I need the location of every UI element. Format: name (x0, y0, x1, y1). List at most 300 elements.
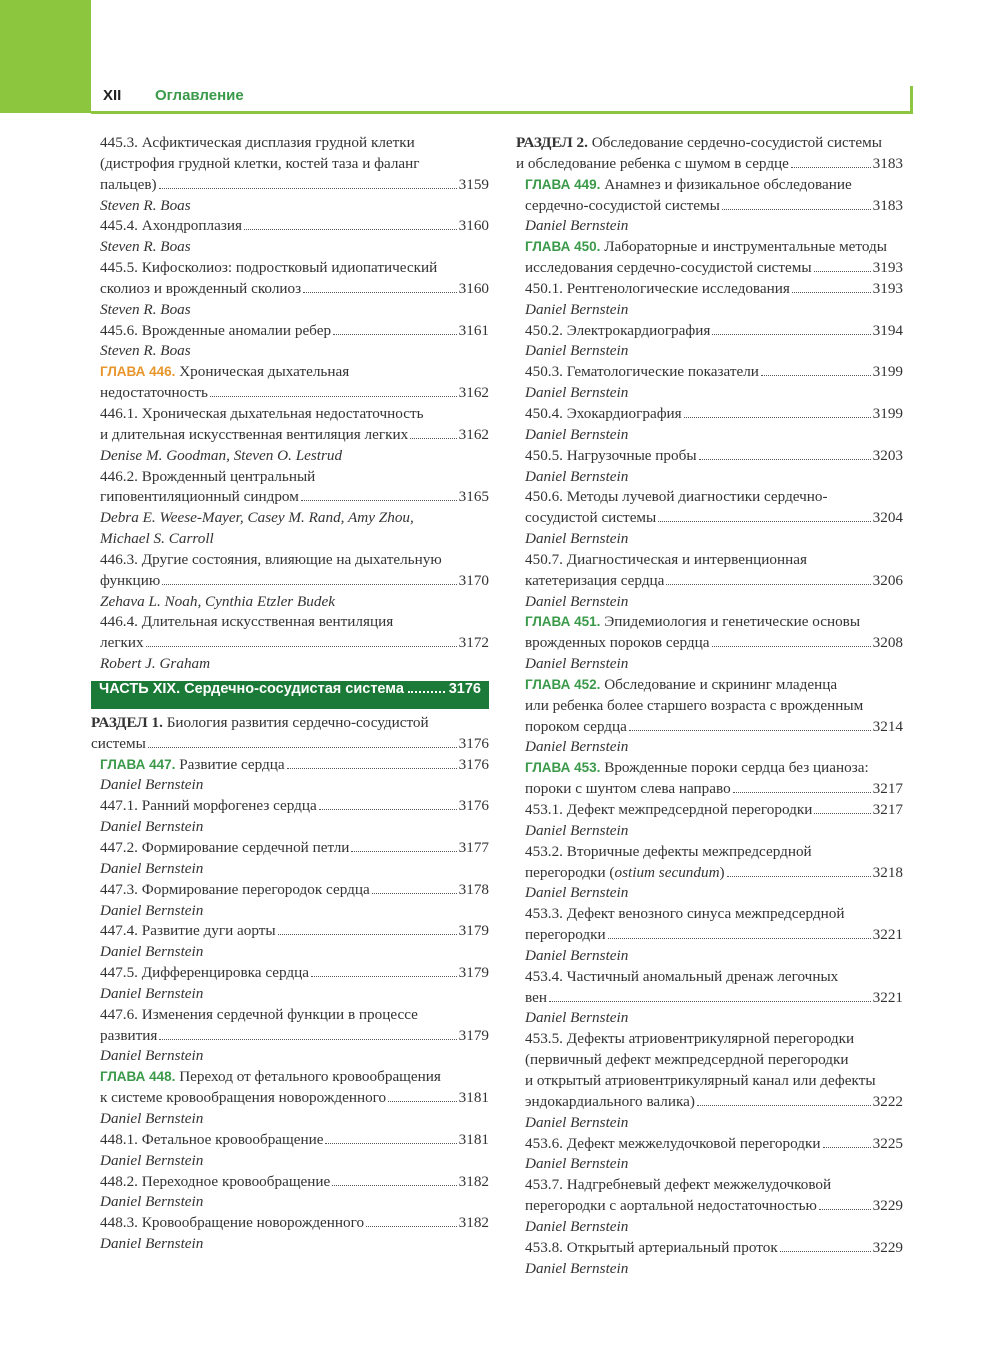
toc-author: Daniel Bernstein (100, 818, 204, 836)
toc-entry (91, 571, 489, 592)
chapter-label: ГЛАВА 450. (525, 239, 601, 255)
leader-dots (699, 459, 871, 460)
toc-entry (91, 1213, 489, 1234)
toc-author: Daniel Bernstein (525, 738, 629, 756)
entry-text-part: Биология развития сердечно-сосудистой (162, 713, 429, 731)
entry-text (525, 508, 656, 529)
entry-text-part: исследования сердечно-сосудистой системы (525, 259, 812, 277)
entry-text-part: 447.5. Дифференцировка сердца (100, 964, 310, 982)
entry-text (525, 1134, 821, 1155)
toc-entry (91, 216, 489, 237)
page-number-ref: 3172 (458, 634, 489, 652)
entry-text-part: 448.3. Кровообращение новорожденного (100, 1214, 365, 1232)
chapter-label: ГЛАВА 451. (525, 614, 601, 630)
leader-dots (814, 271, 871, 272)
toc-entry (516, 863, 903, 884)
toc-author: Daniel Bernstein (100, 1151, 204, 1169)
leader-dots (333, 334, 457, 335)
entry-text-part: и длительная искусственная вентиляция легких (100, 425, 409, 443)
page-number-ref: 3176 (458, 755, 489, 773)
section-label: РАЗДЕЛ 1. (91, 713, 163, 731)
entry-text-part: перегородки (525, 926, 606, 944)
entry-text-part: ostium secundum (614, 863, 720, 881)
page-number-ref: 3179 (458, 1026, 489, 1044)
toc-entry (516, 1196, 903, 1217)
page-number-ref: 3183 (872, 154, 903, 172)
entry-text-part: 453.7. Надгребневый дефект межжелудочковой (525, 1176, 832, 1194)
entry-text (525, 800, 812, 821)
entry-text-part: перегородки с аортальной недостаточностью (525, 1197, 817, 1215)
page-number-ref: 3193 (872, 279, 903, 297)
leader-dots (761, 375, 871, 376)
entry-text (100, 1130, 323, 1151)
toc-entry (91, 321, 489, 342)
toc-entry (516, 696, 903, 717)
leader-dots (244, 229, 457, 230)
toc-author: Daniel Bernstein (525, 1155, 629, 1173)
toc-author: Steven R. Boas (100, 238, 191, 256)
entry-text (100, 363, 349, 380)
entry-text (100, 838, 349, 859)
toc-entry (91, 838, 489, 859)
toc-entry (91, 1088, 489, 1109)
entry-text-part: 447.3. Формирование перегородок сердца (100, 880, 370, 898)
entry-text-part: 446.3. Другие состояния, влияющие на дыхательную (100, 550, 442, 568)
entry-text-part: 445.4. Ахондроплазия (100, 217, 242, 235)
entry-text (525, 571, 664, 592)
entry-text (100, 633, 144, 654)
leader-dots (278, 934, 457, 935)
leader-dots (666, 584, 870, 585)
entry-text-part: 450.4. Эхокардиография (525, 404, 682, 422)
entry-text (100, 613, 393, 630)
entry-text-part: (дистрофия грудной клетки, костей таза и фаланг (100, 154, 420, 172)
entry-text-part: 450.3. Гематологические показатели (525, 363, 759, 381)
entry-text (100, 1213, 364, 1234)
entry-text-part: ) (719, 863, 725, 881)
leader-dots (210, 396, 457, 397)
leader-dots (819, 1209, 871, 1210)
entry-text-part: 450.6. Методы лучевой диагностики сердечно- (525, 488, 828, 506)
entry-text (516, 154, 789, 175)
toc-author: Daniel Bernstein (100, 984, 204, 1002)
leader-dots (814, 813, 870, 814)
toc-entry (91, 755, 489, 776)
chapter-label: ГЛАВА 453. (525, 760, 601, 776)
leader-dots (792, 292, 871, 293)
entry-text (525, 258, 812, 279)
entry-text (525, 633, 710, 654)
entry-text (100, 321, 331, 342)
entry-text-part: 450.2. Электрокардиография (525, 321, 711, 339)
entry-text-part: пальцев) (100, 175, 157, 193)
page-number-ref: 3181 (458, 1089, 489, 1107)
leader-dots (823, 1147, 871, 1148)
leader-dots (697, 1105, 871, 1106)
entry-text (525, 1176, 831, 1193)
entry-text-part: сколиоз и врожденный сколиоз (100, 279, 302, 297)
toc-entry (516, 154, 903, 175)
entry-text (525, 968, 838, 985)
entry-text (525, 362, 759, 383)
toc-author: Michael S. Carroll (100, 530, 214, 548)
leader-dots (366, 1226, 457, 1227)
toc-entry (91, 1130, 489, 1151)
entry-text-part: 450.7. Диагностическая и интервенционная (525, 550, 807, 568)
toc-entry (516, 758, 903, 779)
toc-entry (91, 921, 489, 942)
entry-text (100, 880, 370, 901)
toc-entry (91, 633, 489, 654)
entry-text (100, 487, 299, 508)
entry-text (100, 551, 442, 568)
toc-entry (516, 1071, 903, 1092)
leader-dots (319, 809, 457, 810)
toc-author: Daniel Bernstein (525, 592, 629, 610)
toc-entry (91, 279, 489, 300)
entry-text-part: 453.4. Частичный аномальный дренаж легочных (525, 967, 839, 985)
entry-text-part: 448.1. Фетальное кровообращение (100, 1130, 324, 1148)
leader-dots (410, 438, 456, 439)
toc-entry (91, 1067, 489, 1088)
entry-text-part: функцию (100, 571, 161, 589)
toc-author: Daniel Bernstein (525, 300, 629, 318)
toc-entry (516, 1238, 903, 1259)
toc-entry (516, 571, 903, 592)
toc-author: Daniel Bernstein (100, 1047, 204, 1065)
leader-dots (658, 521, 870, 522)
entry-text (525, 717, 627, 738)
entry-text (100, 1026, 157, 1047)
entry-text (100, 796, 317, 817)
section-title: Оглавление (155, 87, 244, 104)
page-number-ref: 3199 (872, 363, 903, 381)
toc-entry (91, 467, 489, 488)
entry-text-part: 445.3. Асфиктическая дисплазия грудной клетки (100, 134, 415, 151)
toc-author: Daniel Bernstein (525, 884, 629, 902)
toc-entry (91, 1005, 489, 1026)
page-number-ref: 3222 (872, 1092, 903, 1110)
toc-author: Daniel Bernstein (525, 1259, 629, 1277)
entry-text (100, 1088, 386, 1109)
toc-entry (516, 1050, 903, 1071)
entry-text (100, 134, 415, 151)
toc-author: Daniel Bernstein (100, 776, 204, 794)
page-number-ref: 3204 (872, 509, 903, 527)
toc-entry (516, 279, 903, 300)
leader-dots (733, 792, 871, 793)
toc-author: Daniel Bernstein (100, 859, 204, 877)
toc-entry (516, 404, 903, 425)
leader-dots (301, 500, 457, 501)
entry-text (525, 779, 731, 800)
entry-text-part: эндокардиального валика) (525, 1092, 695, 1110)
toc-entry (91, 963, 489, 984)
entry-text-part: Эпидемиология и генетические основы (600, 613, 861, 631)
leader-dots (146, 646, 457, 647)
toc-author: Steven R. Boas (100, 300, 191, 318)
page-number-ref: 3194 (872, 321, 903, 339)
toc-entry (516, 842, 903, 863)
part-title: ЧАСТЬ XIX. Сердечно-сосудистая система (99, 680, 404, 697)
entry-text (525, 1072, 876, 1089)
entry-text-part: легких (100, 634, 144, 652)
toc-entry (91, 362, 489, 383)
entry-text (525, 697, 863, 714)
entry-text (525, 321, 710, 342)
entry-text (525, 279, 790, 300)
toc-entry (516, 258, 903, 279)
entry-text (525, 613, 860, 630)
part-page-number: 3176 (448, 680, 481, 697)
page-number-ref: 3217 (872, 801, 903, 818)
entry-text (100, 155, 420, 172)
toc-entry (91, 425, 489, 446)
toc-entry (91, 404, 489, 425)
toc-entry (516, 800, 903, 821)
toc-entry (91, 258, 489, 279)
page-number-ref: 3161 (458, 321, 489, 339)
entry-text-part: катетеризация сердца (525, 571, 665, 589)
entry-text (100, 468, 315, 485)
toc-entry (91, 612, 489, 633)
leader-dots (780, 1251, 871, 1252)
leader-dots (351, 851, 456, 852)
entry-text (525, 238, 887, 255)
entry-text (100, 1006, 418, 1023)
toc-entry (91, 487, 489, 508)
toc-entry (516, 133, 903, 154)
chapter-label: ГЛАВА 449. (525, 176, 601, 192)
entry-text (100, 921, 276, 942)
entry-text-part: 446.2. Врожденный центральный (100, 467, 316, 485)
entry-text (525, 446, 697, 467)
entry-text-part: 453.8. Открытый артериальный проток (525, 1238, 778, 1256)
toc-entry (516, 237, 903, 258)
entry-text-part: 453.1. Дефект межпредсердной перегородки (525, 801, 813, 818)
entry-text-part: пороки с шунтом слева направо (525, 780, 731, 798)
entry-text-part: вен (525, 988, 547, 1006)
leader-dots (629, 730, 871, 731)
entry-text (525, 404, 682, 425)
leader-dots (549, 1001, 871, 1002)
entry-text (100, 383, 208, 404)
header-rule-end (910, 86, 913, 114)
leader-dots (712, 334, 870, 335)
entry-text-part: Обследование сердечно-сосудистой системы (587, 134, 882, 151)
toc-author: Daniel Bernstein (525, 384, 629, 402)
leader-dots (159, 1039, 456, 1040)
leader-dots (408, 691, 445, 693)
toc-entry (91, 1172, 489, 1193)
entry-text-part: 448.2. Переходное кровообращение (100, 1172, 331, 1190)
toc-column-right (516, 133, 903, 1279)
page-number-ref: 3165 (458, 488, 489, 506)
entry-text (100, 1172, 330, 1193)
entry-text-part: Обследование и скрининг младенца (600, 675, 838, 693)
page-number-ref: 3160 (458, 217, 489, 235)
toc-entry (516, 321, 903, 342)
leader-dots (722, 209, 871, 210)
entry-text-part: 450.1. Рентгенологические исследования (525, 279, 790, 297)
page-number-ref: 3221 (872, 926, 903, 944)
toc-entry (516, 1175, 903, 1196)
toc-author: Daniel Bernstein (525, 425, 629, 443)
entry-text (100, 216, 242, 237)
toc-author: Daniel Bernstein (525, 530, 629, 548)
page-number-ref: 3177 (458, 839, 489, 856)
toc-author: Daniel Bernstein (100, 1235, 204, 1253)
toc-entry (516, 175, 903, 196)
page-number-ref: 3182 (458, 1214, 489, 1232)
page-number-ref: 3162 (458, 384, 489, 402)
entry-text-part: или ребенка более старшего возраста с врожденным (525, 696, 864, 714)
toc-column-left (91, 133, 489, 1255)
entry-text-part: и открытый атриовентрикулярный канал или дефекты (525, 1071, 876, 1089)
toc-author: Daniel Bernstein (525, 1113, 629, 1131)
entry-text-part: Хроническая дыхательная (175, 363, 350, 381)
entry-text (525, 1196, 817, 1217)
entry-text-part: 446.1. Хроническая дыхательная недостаточность (100, 404, 424, 422)
toc-entry (516, 779, 903, 800)
toc-author: Daniel Bernstein (525, 946, 629, 964)
entry-text (525, 925, 606, 946)
page-number-ref: 3183 (872, 196, 903, 214)
toc-entry (91, 550, 489, 571)
toc-entry (516, 1092, 903, 1113)
entry-text (525, 759, 869, 776)
page-number-ref: 3214 (872, 717, 903, 735)
chapter-label: ГЛАВА 452. (525, 676, 601, 692)
page-number-ref: 3170 (458, 571, 489, 589)
toc-entry (516, 925, 903, 946)
toc-author: Zehava L. Noah, Cynthia Etzler Budek (100, 592, 335, 610)
page-number-ref: 3208 (872, 634, 903, 652)
toc-entry (516, 612, 903, 633)
toc-author: Steven R. Boas (100, 196, 191, 214)
page-number-ref: 3178 (458, 880, 489, 898)
leader-dots (727, 876, 871, 877)
toc-author: Daniel Bernstein (525, 217, 629, 235)
toc-author: Daniel Bernstein (525, 342, 629, 360)
entry-text (100, 259, 437, 276)
page-number-ref: 3229 (872, 1238, 903, 1256)
entry-text-part: и обследование ребенка с шумом в сердце (516, 154, 789, 172)
page-number-ref: 3199 (872, 404, 903, 422)
page-number-ref: 3182 (458, 1172, 489, 1190)
page-number-ref: 3176 (458, 797, 489, 815)
toc-author: Denise M. Goodman, Steven O. Lestrud (100, 446, 343, 464)
entry-text-part: 445.5. Кифосколиоз: подростковый идиопатический (100, 259, 438, 277)
leader-dots (791, 167, 871, 168)
toc-author: Daniel Bernstein (100, 1193, 204, 1211)
toc-entry (91, 796, 489, 817)
toc-author: Robert J. Graham (100, 655, 211, 673)
entry-text (525, 488, 828, 505)
entry-text (100, 175, 157, 196)
entry-text (100, 963, 309, 984)
page-number-ref: 3217 (872, 780, 903, 798)
toc-entry (516, 196, 903, 217)
leader-dots (608, 938, 871, 939)
toc-entry (91, 880, 489, 901)
toc-entry (516, 675, 903, 696)
toc-author: Daniel Bernstein (525, 1009, 629, 1027)
entry-text (100, 1068, 441, 1085)
toc-author: Daniel Bernstein (100, 901, 204, 919)
toc-author: Daniel Bernstein (525, 821, 629, 839)
entry-text (525, 1238, 778, 1259)
toc-entry (91, 175, 489, 196)
page-number-ref: 3193 (872, 259, 903, 277)
leader-dots (287, 768, 457, 769)
toc-entry (91, 734, 489, 755)
entry-text (525, 843, 812, 860)
page-number-ref: 3229 (872, 1197, 903, 1215)
leader-dots (159, 188, 457, 189)
entry-text (100, 571, 160, 592)
entry-text-part: 447.2. Формирование сердечной петли (100, 839, 350, 856)
entry-text (525, 551, 807, 568)
entry-text-part: (первичный дефект межпредсердной перегородки (525, 1051, 849, 1069)
entry-text-part: 446.4. Длительная искусственная вентиляция (100, 613, 394, 631)
toc-author: Daniel Bernstein (525, 1217, 629, 1235)
entry-text (100, 405, 424, 422)
entry-text-part: 453.3. Дефект венозного синуса межпредсердной (525, 905, 845, 923)
entry-text (525, 196, 720, 217)
leader-dots (712, 646, 871, 647)
page-number-ref: 3179 (458, 922, 489, 940)
toc-entry (516, 446, 903, 467)
toc-entry (516, 967, 903, 988)
entry-text-part: 453.6. Дефект межжелудочковой перегородки (525, 1134, 821, 1152)
page-number-ref: 3176 (458, 734, 489, 752)
entry-text (525, 988, 547, 1009)
entry-text (100, 279, 301, 300)
chapter-label: ГЛАВА 448. (100, 1069, 176, 1085)
entry-text-part: недостаточность (100, 384, 208, 402)
part-heading-bar (91, 681, 489, 709)
toc-author: Daniel Bernstein (525, 655, 629, 673)
entry-text-part: сердечно-сосудистой системы (525, 196, 720, 214)
leader-dots (332, 1185, 456, 1186)
page-number: XII (103, 87, 122, 104)
toc-entry (91, 383, 489, 404)
section-label: РАЗДЕЛ 2. (516, 134, 588, 151)
entry-text-part: гиповентиляционный синдром (100, 488, 299, 506)
page-number-ref: 3206 (872, 571, 903, 589)
page-number-ref: 3159 (458, 175, 489, 193)
leader-dots (303, 292, 456, 293)
entry-text (525, 676, 837, 693)
entry-text (525, 905, 844, 922)
entry-text-part: 447.6. Изменения сердечной функции в процессе (100, 1005, 418, 1023)
leader-dots (684, 417, 871, 418)
entry-text-part: к системе кровообращения новорожденного (100, 1089, 387, 1107)
toc-author: Debra E. Weese-Mayer, Casey M. Rand, Amy Zhou, (100, 509, 414, 527)
entry-text-part: перегородки ( (525, 863, 615, 881)
toc-entry (516, 362, 903, 383)
page-number-ref: 3179 (458, 964, 489, 982)
entry-text (100, 425, 408, 446)
page-number-ref: 3162 (458, 425, 489, 443)
toc-author: Daniel Bernstein (100, 943, 204, 961)
toc-entry (516, 508, 903, 529)
entry-text (516, 134, 882, 151)
entry-text-part: Анамнез и физикальное обследование (600, 175, 852, 193)
toc-entry (516, 1134, 903, 1155)
page-number-ref: 3218 (872, 863, 903, 881)
